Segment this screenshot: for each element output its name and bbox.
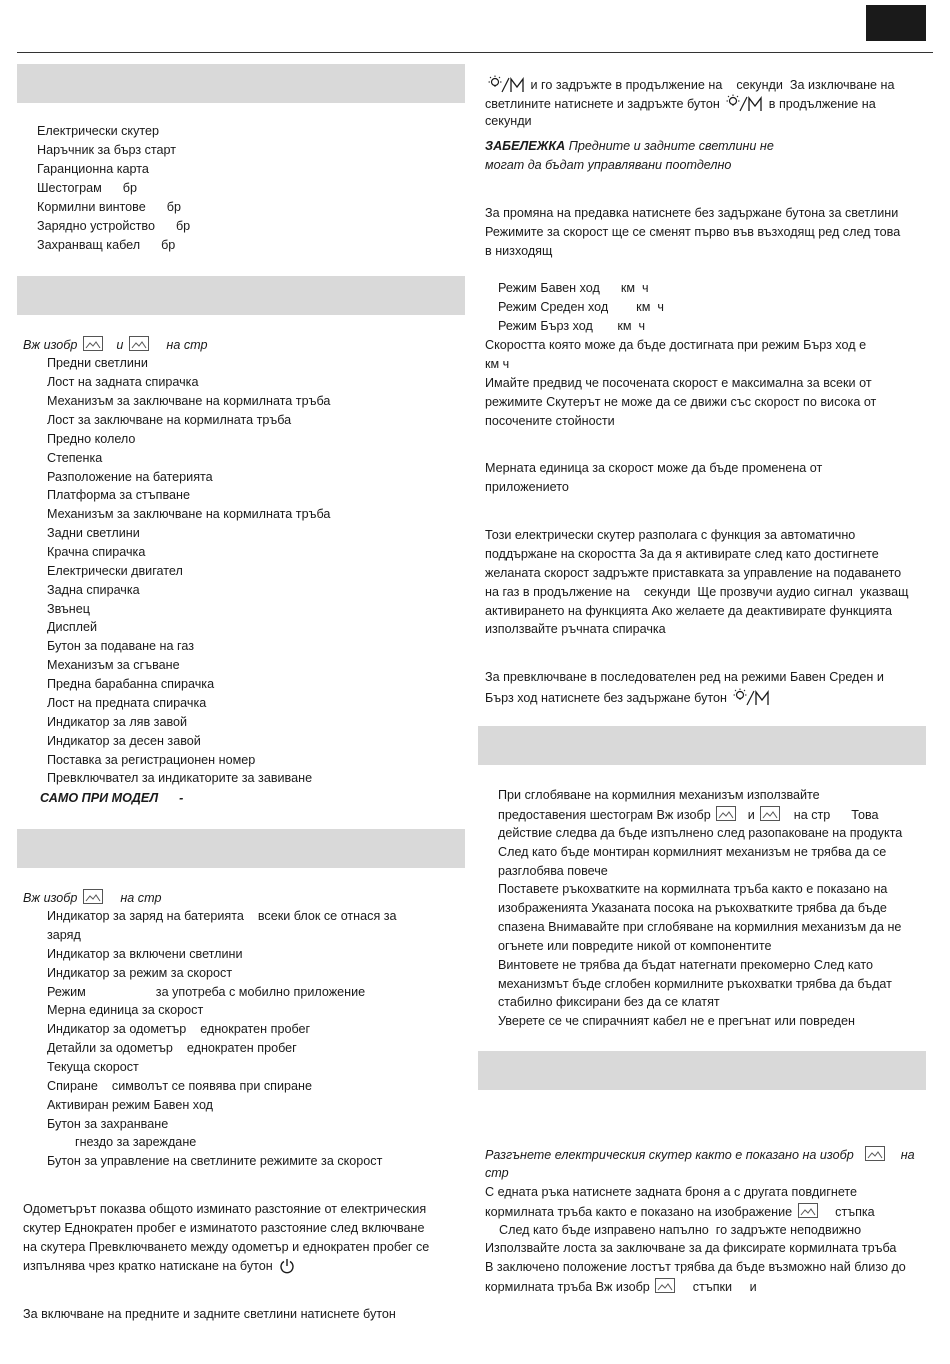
list-item: Бутон за захранване — [47, 1117, 169, 1131]
list-item: Индикатор за включени светлини — [47, 947, 243, 961]
list-item: Задни светлини — [47, 526, 140, 540]
list-item: Захранващ кабел бр — [37, 238, 176, 252]
image-icon — [83, 889, 103, 904]
list-item: Шестограм бр — [37, 181, 137, 195]
list-item: Платформа за стъпване — [47, 488, 190, 502]
list-item: Лост на задната спирачка — [47, 375, 199, 389]
list-item: Предни светлини — [47, 356, 148, 370]
image-icon — [83, 336, 103, 351]
list-item: Механизъм за заключване на кормилната тръба — [47, 507, 331, 521]
image-icon — [798, 1203, 818, 1218]
list-item: Зарядно устройство бр — [37, 219, 191, 233]
list-item: Режим Среден ход км ч — [498, 300, 664, 314]
list-item: Спиране символът се появява при спиране — [47, 1079, 313, 1093]
list-item: Индикатор за заряд на батерията всеки блок се отнася за — [47, 909, 397, 923]
section-header-parts — [17, 276, 465, 315]
list-item: Текуща скорост — [47, 1060, 139, 1074]
list-item: Бутон за подаване на газ — [47, 639, 194, 653]
list-item: Задна спирачка — [47, 583, 140, 597]
list-item: Дисплей — [47, 620, 98, 634]
list-item: Електрически двигател — [47, 564, 183, 578]
display-figure-ref: Вж изобр на стр — [23, 891, 162, 905]
list-item: Лост за заключване на кормилната тръба — [47, 413, 292, 427]
list-item: Индикатор за ляв завой — [47, 715, 188, 729]
list-item: Наръчник за бърз старт — [37, 143, 177, 157]
image-icon — [716, 806, 736, 821]
list-item: Лост на предната спирачка — [47, 696, 207, 710]
list-item: Активиран режим Бавен ход — [47, 1098, 214, 1112]
list-item: Гаранционна карта — [37, 162, 149, 176]
list-item: Индикатор за десен завой — [47, 734, 201, 748]
image-icon — [129, 336, 149, 351]
header-rule — [17, 52, 933, 53]
list-item: Режим Бавен ход км ч — [498, 281, 649, 295]
list-item: Мерна единица за скорост — [47, 1003, 204, 1017]
section-header-assembly — [478, 726, 926, 765]
list-item: Предна барабанна спирачка — [47, 677, 215, 691]
note-label: ЗАБЕЛЕЖКА — [485, 139, 566, 153]
image-icon — [760, 806, 780, 821]
image-icon — [655, 1278, 675, 1293]
power-icon — [279, 1258, 295, 1278]
page-tab — [866, 5, 926, 41]
list-item: Електрически скутер — [37, 124, 159, 138]
lights-intro: За включване на предните и задните светлини натиснете бутон — [23, 1307, 396, 1321]
list-item: Кормилни винтове бр — [37, 200, 181, 214]
list-item: Механизъм за заключване на кормилната тръба — [47, 394, 331, 408]
section-header-unfold — [478, 1051, 926, 1090]
list-item: Детайли за одометър еднократен пробег — [47, 1041, 297, 1055]
model-note: САМО ПРИ МОДЕЛ - — [40, 791, 184, 805]
light-mode-icon — [724, 94, 764, 116]
list-item: Поставка за регистрационен номер — [47, 753, 256, 767]
list-item: Бутон за управление на светлините режимите за скорост — [47, 1154, 383, 1168]
list-item: Предно колело — [47, 432, 136, 446]
list-item: Индикатор за одометър еднократен пробег — [47, 1022, 311, 1036]
list-item: Превключвател за индикаторите за завиване — [47, 771, 313, 785]
list-item: Степенка — [47, 451, 103, 465]
list-item: Режим Бърз ход км ч — [498, 319, 646, 333]
list-item: Крачна спирачка — [47, 545, 146, 559]
list-item: Механизъм за сгъване — [47, 658, 180, 672]
light-mode-icon — [731, 688, 771, 710]
list-item: заряд — [47, 928, 81, 942]
section-header-display — [17, 829, 465, 868]
image-icon — [865, 1146, 885, 1161]
list-item: Индикатор за режим за скорост — [47, 966, 233, 980]
list-item: Звънец — [47, 602, 90, 616]
list-item: гнездо за зареждане — [47, 1135, 197, 1149]
list-item: Режим за употреба с мобилно приложение — [47, 985, 366, 999]
section-header-package — [17, 64, 465, 103]
list-item: Разположение на батерията — [47, 470, 213, 484]
parts-figure-ref: Вж изобр и на стр — [23, 338, 208, 352]
